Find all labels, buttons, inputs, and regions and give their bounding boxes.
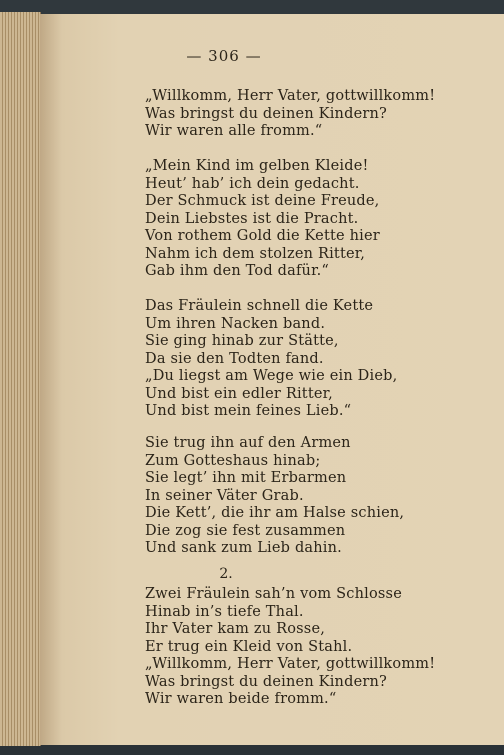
poem-line: Zum Gotteshaus hinab; <box>145 452 321 469</box>
poem-line: Und bist ein edler Ritter, <box>145 385 333 402</box>
poem-line: Zwei Fräulein sah’n vom Schlosse <box>145 586 402 602</box>
poem-line: Heut’ hab’ ich dein gedacht. <box>145 175 360 192</box>
poem-line: Was bringst du deinen Kindern? <box>145 673 388 690</box>
book-page <box>40 14 504 745</box>
poem-line: Hinab in’s tiefe Thal. <box>145 603 304 620</box>
poem-line: Da sie den Todten fand. <box>145 350 324 367</box>
poem-line: Wir waren beide fromm.“ <box>145 691 337 707</box>
poem-line: In seiner Väter Grab. <box>145 487 304 504</box>
book-cover-bottom <box>0 744 504 755</box>
poem-line: „Du liegst am Wege wie ein Dieb, <box>145 368 398 384</box>
poem-line: Die Kett’, die ihr am Halse schien, <box>145 505 405 521</box>
poem-line: Sie legt’ ihn mit Erbarmen <box>145 470 347 486</box>
poem-line: Wir waren alle fromm.“ <box>145 123 323 139</box>
book-cover-top <box>0 0 504 14</box>
poem-line: „Willkomm, Herr Vater, gottwillkomm! <box>145 88 436 104</box>
poem-line: Ihr Vater kam zu Rosse, <box>145 621 326 637</box>
poem-line: Das Fräulein schnell die Kette <box>145 298 374 314</box>
poem-line: Um ihren Nacken band. <box>145 315 326 332</box>
page-number: — 306 — <box>186 47 262 65</box>
poem-line: Sie trug ihn auf den Armen <box>145 435 351 451</box>
stanza-3 <box>145 298 397 421</box>
page-edges <box>0 12 41 746</box>
section-number: 2. <box>219 566 233 582</box>
stanza-1 <box>145 88 435 141</box>
stanza-5 <box>145 586 435 709</box>
poem-line: Er trug ein Kleid von Stahl. <box>145 638 353 655</box>
poem-line: Der Schmuck ist deine Freude, <box>145 193 380 209</box>
poem-line: Und bist mein feines Lieb.“ <box>145 403 352 419</box>
poem-line: Was bringst du deinen Kindern? <box>145 105 388 122</box>
poem-line: Nahm ich dem stolzen Ritter, <box>145 245 366 262</box>
poem-line: Dein Liebstes ist die Pracht. <box>145 210 359 227</box>
poem-line: Gab ihm den Tod dafür.“ <box>145 263 330 279</box>
poem-line: Von rothem Gold die Kette hier <box>145 228 380 244</box>
poem-line: Und sank zum Lieb dahin. <box>145 540 342 556</box>
stanza-2 <box>145 158 380 281</box>
poem-line: „Willkomm, Herr Vater, gottwillkomm! <box>145 656 436 672</box>
poem-line: Die zog sie fest zusammen <box>145 522 346 539</box>
poem-line: „Mein Kind im gelben Kleide! <box>145 158 369 174</box>
stanza-4 <box>145 435 404 558</box>
poem-line: Sie ging hinab zur Stätte, <box>145 333 339 349</box>
